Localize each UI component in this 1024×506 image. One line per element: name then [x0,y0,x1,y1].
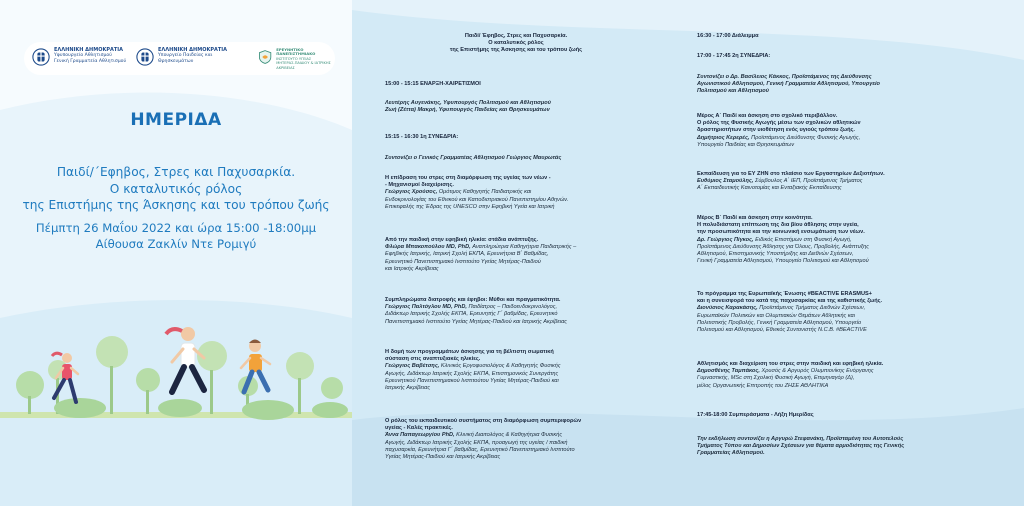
speaker-name: Γεώργιος Βαβέτσης, [385,363,440,370]
talk-title: Μέρος Β΄ Παιδί και άσκηση στην κοινότητα. [697,215,813,221]
program-title [385,33,647,55]
speaker-bio: Διδάκτωρ Ιατρικής Σχολής ΕΚΠΑ, Ερευνητής Γ΄ βαθμίδας, Ερευνητικό [385,311,558,318]
speaker-bio: Πολιτισμού και Αθλητισμού, Εθνικός Συντονιστής N.C.B. #BEACTIVE [697,327,867,334]
speaker-bio: Κλινική Διαιτολόγος & Καθηγήτρια Φυσικής [456,432,563,439]
logo-text-1 [54,48,126,64]
talk [385,237,647,273]
speaker-bio: Ενδοκρινολογίας του Εθνικού και Καποδιστριακού Πανεπιστημίου Αθηνών. [385,196,569,203]
speaker-bio: Παιδίατρος – Παιδοενδοκρινολόγος, [468,304,558,311]
speaker-bio: Αγωγής, Διδάκτωρ Ιατρικής Σχολής ΕΚΠΑ, Επιστημονικός Συνεργάτης [385,370,559,377]
talk [697,291,977,334]
talk-title: Ο ρόλος της Φυσικής Αγωγής μέσω των σχολικών αθλητικών [697,120,861,127]
speaker-bio: παχυσαρκία, Ερευνήτρια Γ΄ βαθμίδας, Ερευνητικό Πανεπιστημιακό Ινστιτούτο [385,446,575,453]
speaker-bio: Πολιτιστικής Προβολής, Γενική Γραμματεία Αθλητισμού, Υπουργείο [697,319,862,326]
tree-trunk [298,378,301,414]
talk-title: και η συνεισφορά του κατά της παχυσαρκίας και της καθιστικής ζωής. [697,298,883,305]
runner-head [62,353,72,363]
talk [385,349,647,392]
speaker-name: Άννα Παπαγεωργίου PhD, [385,432,455,439]
speaker-bio: και Ιατρικής Ακρίβειας [385,265,439,272]
speaker-bio: Αγωγής, Διδάκτωρ Ιατρικής Σχολής ΕΚΠΑ, προαγωγή της υγείας / παιδική [385,439,568,446]
logo-bar [24,42,335,75]
talk-title: Συμπληρώματα διατροφής και έφηβοι: Μύθοι και πραγματικότητα. [385,297,561,303]
text-line: Παιδί/ Έφηβος, Στρες και Παχυσαρκία. [464,33,568,39]
talk-title: Από την παιδική στην εφηβική ηλικία: στάδια ανάπτυξης. [385,237,539,243]
tree-trunk [210,370,213,414]
talk [385,297,647,326]
logo-title: ΕΛΛΗΝΙΚΗ ΔΗΜΟΚΡΑΤΙΑ [54,47,124,53]
host-note [697,436,977,458]
logo-line: ΙΝΣΤΙΤΟΥΤΟ ΥΓΕΙΑΣ [276,56,312,61]
speaker-bio: Εφηβικής Ιατρικής, Ιατρική Σχολή ΕΚΠΑ, Ερευνήτρια Β΄ Βαθμίδας, [385,251,549,258]
talk-title: Μέρος Α΄ Παιδί και άσκηση στο σχολικό περιβάλλον. [697,113,838,119]
speaker-name: Ευθύμιος Σταμούλης, [697,178,754,185]
talk [697,113,977,149]
speaker-bio: Επικεφαλής της Έδρας της UNESCO στην Εφηβική Υγεία και Ιατρική [385,203,555,210]
bush [54,398,106,418]
event-label: ΗΜΕΡΙΔΑ [130,110,222,130]
text-line: Την εκδήλωση συντονίζει η Αργυρώ Στεφανάκη, Προϊσταμένη του Αυτοτελούς [697,436,904,442]
logo-ministry-education [136,48,227,66]
speaker-name: Φλώρα Μπακοπούλου MD, PhD, [385,244,471,251]
text-line: Ο καταλυτικός ρόλος [488,40,544,47]
speaker-bio: Αναπληρώτρια Καθηγήτρια Παιδιατρικής – [472,244,577,251]
talk-title: - Μηχανισμοί διαχείρισης. [385,182,454,189]
speaker-bio: Κλινικός Εργοφυσιολόγος & Καθηγητής Φυσικής [440,363,561,370]
speaker-name: Δρ. Γεώργιος Πίγκος, [697,236,754,243]
talk [697,215,977,265]
tree [136,368,160,392]
speaker-bio: Υπουργείο Παιδείας και Θρησκευμάτων [697,141,795,148]
speaker-name: Γεώργιος Χρούσος, [385,189,438,196]
speaker-name: Δημοσθένης Ταμπάκος, [697,368,760,375]
speaker-bio: μέλος Οργανωτικής Επιτροπής του ΖΗΣΕ ΑΘΛΗΤΙΚΑ [697,382,829,389]
speaker-bio: Υγείας Μητέρας-Παιδιού και Ιατρικής Ακρίβειας [385,454,501,461]
session-2-heading: 17:00 - 17:45 2η ΣΥΝΕΔΡΙΑ: [697,53,771,59]
talk [697,361,977,390]
text-line: Ζωή (Ζέττα) Μακρή, Υφυπουργός Παιδείας και Θρησκευμάτων [385,107,550,114]
speaker-bio: Ερευνητικό Πανεπιστημιακό Ινστιτούτο Υγείας Μητέρας-Παιδιού [385,258,541,265]
session-2-chair [697,74,977,96]
session-1-heading: 15:15 - 16:30 1η ΣΥΝΕΔΡΙΑ: [385,134,459,140]
speaker-bio: Πανεπιστημιακό Ινστιτούτο Υγείας Μητέρας-Παιδιού και Ιατρικής Ακρίβειας [385,318,567,325]
logo-line: Θρησκευμάτων [158,58,194,64]
logo-ministry-sport [32,48,126,66]
break-slot: 16:30 - 17:00 Διάλειμμα [697,33,759,39]
speaker-bio: Ομότιμος Καθηγητής Παιδιατρικής και [438,189,532,196]
logo-text-3 [276,48,335,70]
logo-title: ΕΛΛΗΝΙΚΗ ΔΗΜΟΚΡΑΤΙΑ [158,47,228,53]
speaker-bio: Προϊστάμενος Διεύθυνσης Φυσικής Αγωγής, [751,134,861,141]
logo-line: Υπουργείο Παιδείας και [158,53,213,59]
greek-emblem-icon [136,48,154,66]
welcome-slot: 15:00 - 15:15 ΕΝΑΡΞΗ-ΧΑΙΡΕΤΙΣΜΟΙ [385,81,481,87]
greek-emblem-icon [32,48,50,66]
speaker-bio: Σύμβουλος Α΄ ΙΕΠ, Προϊστάμενος Τμήματος [754,178,863,185]
text-line: Γραμματείας Αθλητισμού. [697,450,765,457]
talk-title: Ο ρόλος του εκπαιδευτικού συστήματος στη διαμόρφωση συμπεριφορών [385,418,582,424]
speaker-bio: Γενική Γραμματεία Αθλητισμού, Υπουργείο Πολιτισμού και Αθλητισμού [697,258,869,265]
speaker-bio: Προϊστάμενος Τμήματος Διεθνών Σχέσεων, [759,305,866,312]
bush [158,399,202,417]
runner-shirt [62,364,72,380]
runner-head [181,327,195,341]
speaker-bio: Ερευνητικού Πανεπιστημιακού Ινστιτούτου Υγείας Μητέρας-Παιδιού και [385,377,559,384]
runner-shirt [181,343,195,367]
bush [242,400,294,420]
runner-shirt [249,354,262,372]
institute-shield-icon [258,48,272,66]
speaker-bio: Γυμναστικής, MSc στη Σχολική Φυσική Αγωγή, Επιμηναγόρ (Δ), [697,375,855,382]
tree [286,352,314,380]
talk-title: Εκπαίδευση για το ΕΥ ΖΗΝ στο πλαίσιο των Εργαστηρίων Δεξιοτήτων. [697,171,885,177]
speaker-name: Δημήτριος Κερερές, [697,134,750,141]
talk-title: υγείας - Καλές πρακτικές. [385,425,453,432]
talk [697,171,977,193]
talk-title: Η πολυδιάστατη επίπτωση της δια βίου άθλησης στην υγεία, [697,222,859,229]
logo-title: ΕΡΕΥΝΗΤΙΚΟ ΠΑΝΕΠΙΣΤΗΜΙΑΚΟ [276,47,316,57]
tree-trunk [146,390,149,414]
event-datetime [0,220,352,252]
event-date: Πέμπτη 26 Μαΐου 2022 και ώρα 15:00 -18:00μμ [35,221,317,235]
bush [312,402,348,418]
event-title-line: Ο καταλυτικός ρόλος [109,181,243,196]
tree-trunk [110,366,113,414]
speaker-bio: Α΄ Εκπαιδευτικής Καινοτομίας και Ενταξιακής Εκπαίδευσης [697,185,842,192]
speaker-bio: Ευρωπαϊκών Πολιτικών και Ολυμπιακών Θεμάτων Αθλητικής και [697,312,855,319]
left-panel [0,0,352,506]
background-waves [0,0,352,506]
logo-text-2 [158,48,227,64]
talk [385,418,647,461]
speaker-bio: Ιατρικής Ακρίβειας [385,385,431,392]
logo-line: Γενική Γραμματεία Αθλητισμού [54,58,127,64]
event-title-line: Παιδί/΄Εφηβος, Στρες και Παχυσαρκία. [56,165,296,179]
tree [321,377,343,399]
session-1-chair: Συντονίζει ο Γενικός Γραμματέας Αθλητισμού Γεώργιος Μαυρωτάς [385,155,562,161]
speaker-name: Γεώργιος Παλτόγλου MD, PhD, [385,304,467,311]
event-title [0,164,352,214]
talk-title: Αθλητισμός και διαχείριση του στρες στην παιδική και εφηβική ηλικία. [697,361,884,367]
tree [96,336,128,368]
talk-title: την προσωπικότητα και την κοινωνική ενσωμάτωση των νέων. [697,229,865,236]
logo-line: ΜΗΤΕΡΑΣ-ΠΑΙΔΙΟΥ & ΙΑΤΡΙΚΗΣ ΑΚΡΙΒΕΙΑΣ [276,61,331,70]
logo-line: Υφυπουργείο Αθλητισμού [54,53,112,59]
talk-title: Το πρόγραμμα της Ευρωπαϊκής Ένωσης #BEACTIVE ERASMUS+ [697,291,872,297]
speaker-name: Διονύσιος Καρακάσης, [697,305,758,312]
talk-title: δραστηριοτήτων στην υιοθέτηση ενός υγιούς τρόπου ζωής. [697,127,855,134]
tree [16,371,44,399]
logo-research-institute [258,48,335,70]
closing-slot: 17:45-18:00 Συμπεράσματα - Λήξη Ημερίδας [697,412,814,418]
text-line: Πολιτισμού και Αθλητισμού [697,88,769,95]
speaker-bio: Αθλητισμού, Επιστημονικής Υποστήριξης και Διεθνών Σχέσεων, [697,251,854,258]
text-line: Τμήματος Τύπου και Δημοσίων Σχέσεων για θέματα αρμοδιότητας της Γενικής [697,443,905,450]
text-line: Αγωνιστικού Αθλητισμού, Γενική Γραμματεία Αθλητισμού, Υπουργείο [697,81,880,88]
talk-title: Η επίδραση του στρες στη διαμόρφωση της υγείας των νέων - [385,175,551,181]
text-line: Συντονίζει ο Δρ. Βασίλειος Κάκκος, Προϊστάμενος της Διεύθυνσης [697,74,872,80]
text-line: Λευτέρης Αυγενάκης, Υφυπουργός Πολιτισμού και Αθλητισμού [385,100,551,106]
speaker-bio: Προϊστάμενος Διεύθυνσης Άθλησης για Όλους, Προβολής, Ανάπτυξης [697,243,869,250]
tree-trunk [28,396,31,414]
talk-title: Η δομή των προγραμμάτων άσκησης για τη βέλτιστη σωματική [385,349,554,355]
speaker-bio: Ειδικός Επιστήμων στη Φυσική Αγωγή, [755,236,852,243]
talk-title: σύσταση στις αναπτυξιακές ηλικίες. [385,356,481,363]
speaker-bio: Χρυσός & Αργυρός Ολυμπιονίκης Ενόργανης [761,368,874,375]
talk [385,175,647,211]
event-venue: Αίθουσα Ζακλίν Ντε Ρομιγύ [95,237,257,251]
text-line: της Επιστήμης της Άσκησης και του τρόπου ζωής [449,47,583,54]
event-title-line: της Επιστήμης της Άσκησης και του τρόπου ζωής [22,198,330,212]
greeters [385,100,647,114]
